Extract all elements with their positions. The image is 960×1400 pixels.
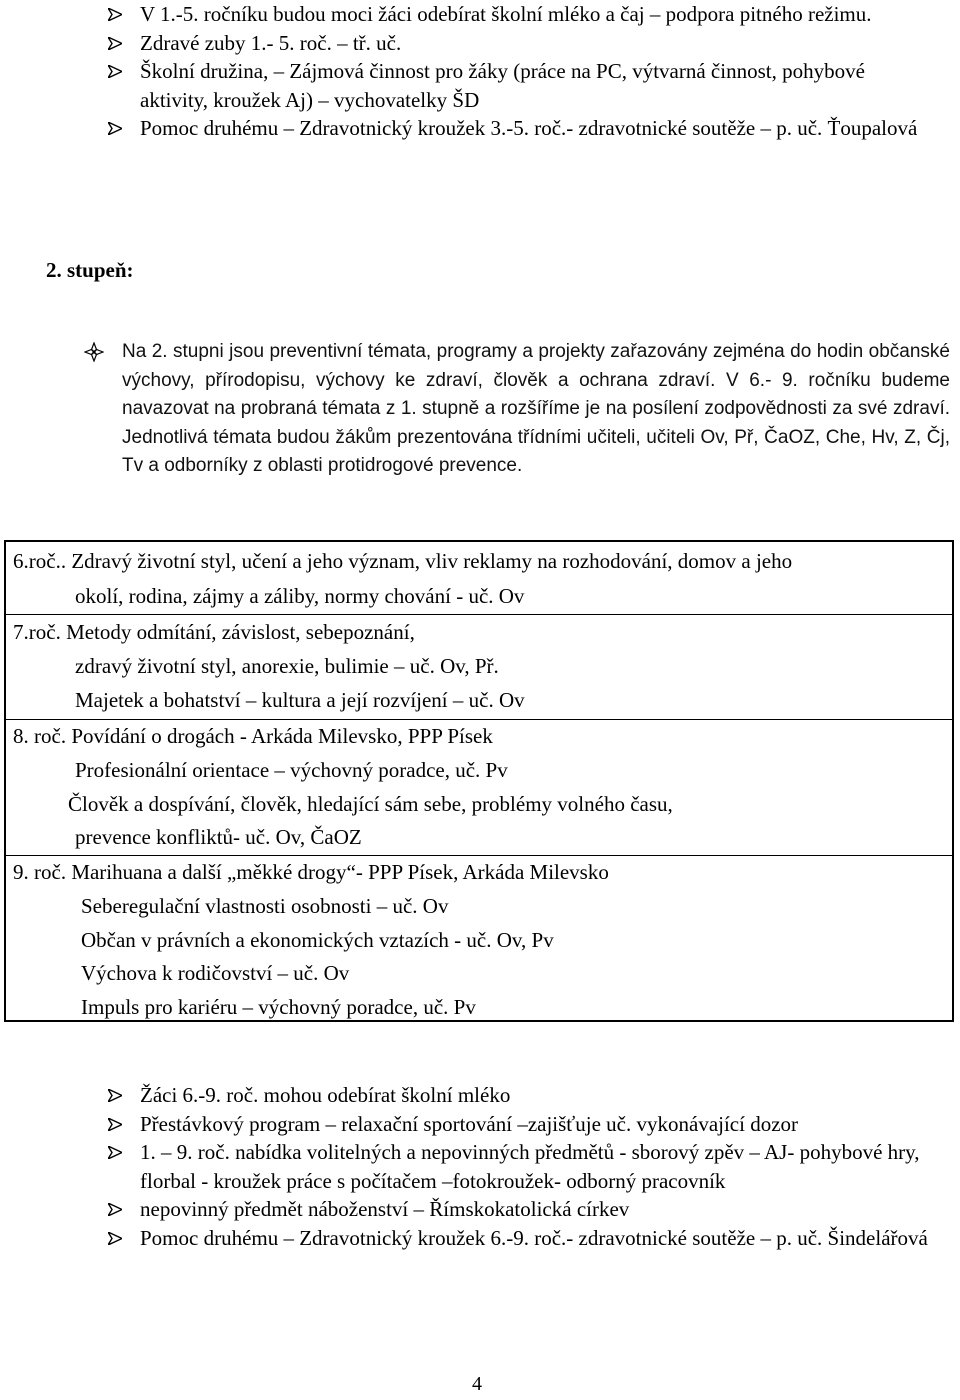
list-item-text: V 1.-5. ročníku budou moci žáci odebírat školní mléko a čaj – podpora pitného režimu.	[140, 2, 872, 26]
grade-9-line: Seberegulační vlastnosti osobnosti – uč. Ov	[81, 894, 449, 918]
grade-8-line: Profesionální orientace – výchovný poradce, uč. Pv	[75, 758, 508, 782]
list-item-text: Pomoc druhému – Zdravotnický kroužek 3.-5. roč.- zdravotnické soutěže – p. uč. Ťoupalová	[140, 116, 918, 140]
first-stage-activities-list	[104, 0, 934, 143]
grade-7-line: Majetek a bohatství – kultura a její rozvíjení – uč. Ov	[75, 688, 525, 712]
page-number: 4	[472, 1373, 482, 1395]
arrow-bullet-icon	[104, 29, 126, 58]
arrow-bullet-icon	[104, 57, 126, 86]
grade-9-line: 9. roč. Marihuana a další „měkké drogy“- PPP Písek, Arkáda Milevsko	[13, 860, 609, 884]
grade-9-line: Impuls pro kariéru – výchovný poradce, uč. Pv	[81, 995, 476, 1019]
list-item-text: Žáci 6.-9. roč. mohou odebírat školní mléko	[140, 1083, 511, 1107]
list-item	[104, 1081, 934, 1110]
second-stage-paragraph	[84, 338, 950, 481]
arrow-bullet-icon	[104, 1110, 126, 1139]
grade-8-line: Člověk a dospívání, člověk, hledající sám sebe, problémy volného času,	[68, 792, 673, 816]
paragraph-text: Na 2. stupni jsou preventivní témata, programy a projekty zařazovány zejména do hodin občanské výchovy, přírodopisu, výchovy ke zdraví, člověk a ochrana zdraví. V 6.- 9. ročníku budeme navazovat na probraná témata z 1. stupně a rozšíříme je na posílení zodpovědnosti za své zdraví. Jednotlivá témata budou žákům prezentována třídními učiteli, učiteli Ov, Př, ČaOZ, Che, Hv, Z, Čj, Tv a odborníky z oblasti protidrogové prevence.	[122, 341, 950, 476]
list-item-text: Zdravé zuby 1.- 5. roč. – tř. uč.	[140, 30, 402, 55]
row-divider	[6, 614, 952, 615]
list-item	[104, 29, 934, 58]
arrow-bullet-icon	[104, 114, 126, 143]
list-item-text: nepovinný předmět náboženství – Římskokatolická církev	[140, 1197, 630, 1221]
list-item	[104, 1138, 934, 1195]
list-item	[104, 1110, 934, 1139]
grade-9-line: Výchova k rodičovství – uč. Ov	[81, 961, 350, 985]
arrow-bullet-icon	[104, 1195, 126, 1224]
arrow-bullet-icon	[104, 0, 126, 29]
second-stage-activities-list	[104, 1081, 934, 1252]
list-item-text: Pomoc druhému – Zdravotnický kroužek 6.-9. roč.- zdravotnické soutěže – p. uč. Šindelářová	[140, 1225, 928, 1250]
grade-6-line: okolí, rodina, zájmy a záliby, normy chování - uč. Ov	[75, 584, 525, 608]
arrow-bullet-icon	[104, 1081, 126, 1110]
grade-8-line: 8. roč. Povídání o drogách - Arkáda Milevsko, PPP Písek	[13, 724, 493, 748]
list-item	[104, 0, 934, 29]
diamond-bullet-icon	[84, 342, 104, 368]
list-item	[104, 114, 934, 143]
list-item	[104, 57, 934, 114]
grade-7-line: 7.roč. Metody odmítání, závislost, sebepoznání,	[13, 620, 415, 644]
grade-7-line: zdravý životní styl, anorexie, bulimie – uč. Ov, Př.	[75, 654, 499, 678]
list-item	[104, 1195, 934, 1224]
grade-9-line: Občan v právních a ekonomických vztazích - uč. Ov, Pv	[81, 928, 554, 952]
arrow-bullet-icon	[104, 1138, 126, 1167]
grade-6-line: 6.roč.. Zdravý životní styl, učení a jeho význam, vliv reklamy na rozhodování, domov a jeho	[13, 549, 793, 573]
row-divider	[6, 855, 952, 856]
grade-8-line: prevence konfliktů- uč. Ov, ČaOZ	[75, 825, 362, 849]
list-item-text: Přestávkový program – relaxační sportování –zajišťuje uč. vykonávající dozor	[140, 1111, 799, 1136]
section-heading: 2. stupeň:	[46, 258, 134, 282]
list-item-text: 1. – 9. roč. nabídka volitelných a nepovinných předmětů - sborový zpěv – AJ- pohybové hry, florbal - kroužek práce s počítačem –fotokroužek- odborný pracovník	[140, 1140, 920, 1193]
arrow-bullet-icon	[104, 1224, 126, 1253]
list-item	[104, 1224, 934, 1253]
row-divider	[6, 719, 952, 720]
grade-topics-table	[4, 540, 954, 1022]
list-item-text: Školní družina, – Zájmová činnost pro žáky (práce na PC, výtvarná činnost, pohybové aktivity, kroužek Aj) – vychovatelky ŠD	[140, 59, 865, 112]
